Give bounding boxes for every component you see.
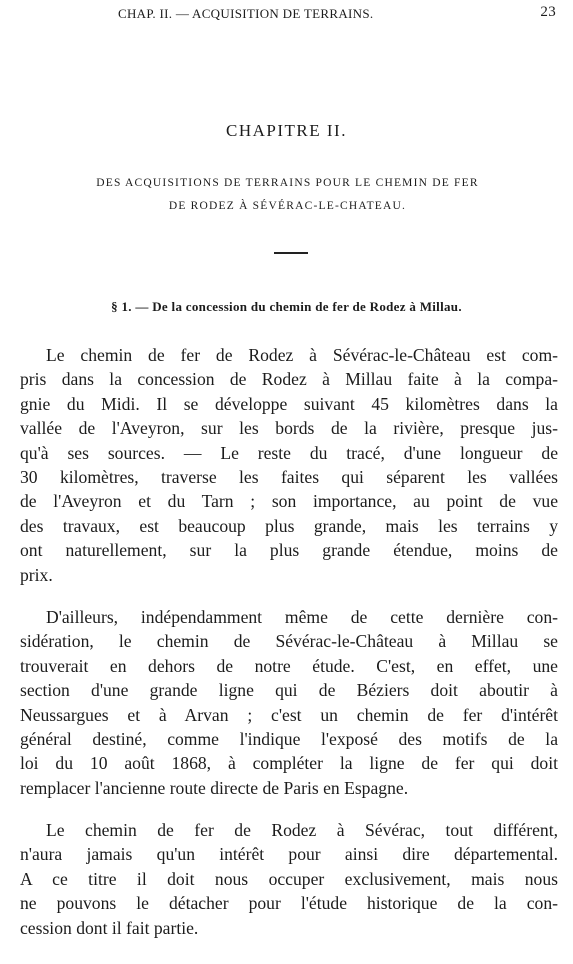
text-line: ont naturellement, sur la plus grande étendue, moins de	[20, 540, 558, 561]
text-line: de l'Aveyron et du Tarn ; son importance, au point de vue	[20, 491, 558, 512]
text-line: cession dont il fait partie.	[20, 917, 199, 938]
text-line: vallée de l'Aveyron, sur les bords de la rivière, presque jus-	[20, 418, 558, 439]
text-line: sidération, le chemin de Sévérac-le-Château à Millau se	[20, 631, 558, 652]
text-line: n'aura jamais qu'un intérêt pour ainsi dire départemental.	[20, 844, 558, 865]
text-line: des travaux, est beaucoup plus grande, mais les terrains y	[20, 515, 558, 536]
chapter-title: CHAPITRE II.	[226, 121, 347, 140]
paragraph-1	[20, 343, 558, 587]
text-line: Neussargues et à Arvan ; c'est un chemin de fer d'intérêt	[20, 704, 558, 725]
text-line: D'ailleurs, indépendamment même de cette dernière con-	[46, 607, 558, 627]
text-line: remplacer l'ancienne route directe de Paris en Espagne.	[20, 777, 409, 798]
paragraph-3	[20, 818, 558, 940]
text-line: trouverait en dehors de notre étude. C'est, en effet, une	[20, 655, 558, 676]
text-line: Le chemin de fer de Rodez à Sévérac-le-Château est com-	[46, 345, 558, 365]
text-line: qu'à ses sources. — Le reste du tracé, d'une longueur de	[20, 442, 558, 463]
running-head-title: CHAP. II. — ACQUISITION DE TERRAINS.	[118, 6, 374, 21]
text-line: 30 kilomètres, traverse les faites qui séparent les vallées	[20, 467, 558, 488]
paragraph-2	[20, 605, 558, 800]
page-number: 23	[540, 4, 556, 20]
text-line: loi du 10 août 1868, à compléter la ligne de fer qui doit	[20, 753, 558, 774]
text-line: Le chemin de fer de Rodez à Sévérac, tout différent,	[46, 820, 558, 840]
section-heading: § 1. — De la concession du chemin de fer de Rodez à Millau.	[111, 299, 462, 314]
text-line: gnie du Midi. Il se développe suivant 45 kilomètres dans la	[20, 393, 558, 414]
running-head	[118, 4, 556, 26]
text-line: ne pouvons le détacher pour l'étude historique de la con-	[20, 893, 558, 914]
text-line: pris dans la concession de Rodez à Millau faite à la compa-	[20, 369, 558, 390]
text-line: A ce titre il doit nous occuper exclusivement, mais nous	[20, 868, 558, 889]
chapter-subtitle	[40, 172, 535, 218]
text-line: prix.	[20, 564, 53, 585]
text-line: général destiné, comme l'indique l'exposé des motifs de la	[20, 729, 558, 750]
section-divider	[274, 252, 308, 254]
text-line: section d'une grande ligne qui de Béziers doit aboutir à	[20, 680, 558, 701]
chapter-subtitle-line-1: DES ACQUISITIONS DE TERRAINS POUR LE CHEMIN DE FER	[96, 177, 479, 189]
chapter-subtitle-line-2: DE RODEZ À SÉVÉRAC-LE-CHATEAU.	[168, 200, 407, 212]
